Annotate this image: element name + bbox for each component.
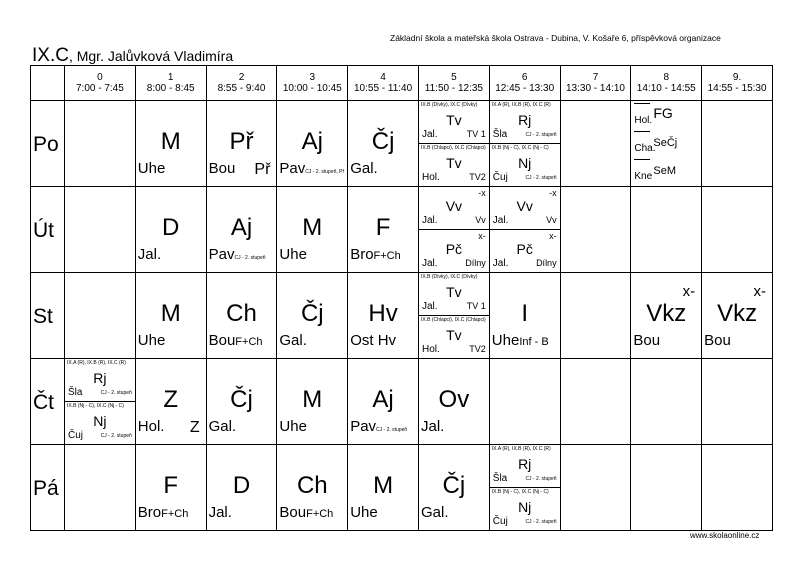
lesson-half [419, 101, 489, 144]
teacher: Bou [704, 332, 731, 349]
x-mark: x- [682, 283, 696, 300]
day-label [31, 445, 65, 531]
period-time: 12:45 - 13:30 [495, 83, 555, 94]
lesson-cell [65, 359, 136, 445]
teacher: Čuj [492, 172, 508, 183]
lesson-cell [348, 101, 419, 187]
teacher: Uhe [279, 246, 307, 263]
period-header [65, 66, 136, 101]
subject: Nj [93, 413, 107, 429]
lesson-cell [560, 273, 631, 359]
period-header [489, 66, 560, 101]
lesson-cell [489, 187, 560, 273]
period-number: 0 [97, 72, 103, 83]
teacher: Šla [68, 387, 83, 398]
teacher: Uhe [350, 504, 378, 521]
subject: Pč [516, 241, 533, 257]
teacher-line [209, 160, 236, 177]
period-number: 5 [451, 72, 457, 83]
period-header [277, 66, 348, 101]
teacher: Kne [634, 171, 653, 182]
lesson-cell [348, 273, 419, 359]
lesson-half [65, 359, 135, 402]
teacher: Uhe [279, 418, 307, 435]
teacher-line [633, 332, 660, 349]
teacher: Gal. [208, 418, 237, 435]
subject: SeM [653, 165, 676, 177]
group-label: IX.A (R), IX.B (R), IX.C (R) [67, 360, 126, 366]
lesson-cell [489, 273, 560, 359]
lesson-cell [560, 187, 631, 273]
lesson-cell [631, 445, 702, 531]
teacher-line [138, 504, 189, 521]
lesson-cell [206, 445, 277, 531]
room-mark: Z [189, 419, 200, 436]
group-label: IX.A (R), IX.B (R), IX.C (R) [491, 446, 551, 452]
teacher: Bou [633, 332, 661, 349]
subject: Tv [446, 327, 462, 343]
subject: Vv [445, 198, 463, 214]
divider [634, 131, 650, 132]
period-header [348, 66, 419, 101]
teacher: Gal. [420, 504, 449, 521]
lesson-cell [277, 359, 348, 445]
lesson-cell [135, 359, 206, 445]
class-name: IX.C [32, 45, 69, 66]
teacher: Cha. [634, 143, 656, 154]
lesson-cell [135, 445, 206, 531]
teacher: Jal. [137, 246, 162, 263]
lesson-cell [489, 445, 560, 531]
period-number: 2 [238, 72, 245, 83]
lesson-cell [560, 101, 631, 187]
teacher: Pav [208, 246, 235, 263]
footer-link[interactable]: www.skolaonline.cz [690, 531, 760, 540]
teacher: Jal. [421, 301, 438, 312]
subject: Čj [230, 386, 253, 413]
period-number: 6 [521, 72, 528, 83]
header-corner [31, 66, 65, 101]
room: TV2 [469, 344, 486, 354]
subject: Z [163, 386, 179, 413]
room: CJ - 2. stupeň [100, 433, 132, 439]
room: F+Ch [306, 508, 334, 520]
subject: D [232, 472, 251, 499]
lesson-cell [65, 445, 136, 531]
period-header [631, 66, 702, 101]
period-number: 3 [309, 72, 316, 83]
school-name: Základní škola a mateřská škola Ostrava - Dubina, V. Košaře 6, příspěvková organizace [390, 33, 721, 43]
subject: Pč [445, 241, 463, 257]
lesson-half [419, 316, 489, 358]
teacher: Bou [279, 504, 307, 521]
teacher: Uhe [137, 332, 166, 349]
subject: Hv [368, 300, 398, 327]
note: CJ - 2. stupeň [376, 427, 408, 433]
divider [634, 103, 650, 104]
teacher-line [138, 246, 161, 263]
subject: Rj [518, 112, 532, 128]
lesson-cell [560, 359, 631, 445]
teacher-line [421, 504, 449, 521]
lesson-cell [348, 359, 419, 445]
lesson-half [490, 488, 560, 530]
group-label: IX.B (Dívky), IX.C (Dívky) [420, 274, 478, 280]
period-time: 14:10 - 14:55 [636, 83, 696, 94]
subject: M [373, 472, 394, 499]
subject: F [375, 214, 391, 241]
teacher-line [350, 332, 396, 349]
teacher: Hol. [421, 172, 440, 183]
period-header [206, 66, 277, 101]
subject: Nj [518, 155, 532, 171]
lesson-cell [418, 273, 489, 359]
teacher: Hol. [137, 418, 165, 435]
lesson-cell [560, 445, 631, 531]
lesson-cell [489, 359, 560, 445]
subject: Ch [296, 472, 328, 499]
period-time: 8:55 - 9:40 [217, 83, 266, 94]
teacher: Jal. [208, 504, 232, 521]
teacher-line [209, 418, 237, 435]
divider [634, 159, 650, 160]
teacher: Hol. [634, 115, 653, 126]
period-time: 10:55 - 11:40 [353, 83, 413, 94]
day-name: Čt [33, 391, 54, 414]
period-number: 4 [380, 72, 386, 83]
teacher: Jal. [421, 129, 438, 140]
lesson-cell [702, 273, 773, 359]
subject: Ov [438, 386, 470, 413]
lesson-third [631, 157, 701, 185]
subject: M [160, 300, 181, 327]
room: Dílny [536, 258, 557, 268]
period-time: 8:00 - 8:45 [146, 83, 195, 94]
subject: Aj [230, 214, 253, 241]
lesson-cell [135, 187, 206, 273]
day-label [31, 359, 65, 445]
teacher: Pav [279, 160, 306, 177]
lesson-cell [418, 445, 489, 531]
teacher: Jal. [421, 215, 438, 226]
day-label [31, 273, 65, 359]
lesson-half [419, 187, 489, 230]
lesson-half [490, 230, 560, 272]
room: CJ - 2. stupeň [100, 390, 132, 396]
teacher: Bro [137, 504, 162, 521]
teacher: Uhe [137, 160, 166, 177]
lesson-half [419, 230, 489, 272]
lesson-cell [348, 187, 419, 273]
lesson-half [419, 273, 489, 316]
subject: SeČj [653, 137, 678, 149]
lesson-half [490, 101, 560, 144]
x-mark: x- [549, 231, 557, 241]
teacher: Čuj [492, 516, 508, 527]
group-label: IX.B (Nj - C), IX.C (Nj - C) [491, 145, 549, 151]
teacher-line [704, 332, 731, 349]
teacher: Pav [350, 418, 377, 435]
room: F+Ch [235, 336, 263, 348]
timetable [30, 65, 773, 531]
teacher-line [492, 332, 549, 349]
teacher-line [350, 504, 378, 521]
teacher-line [279, 160, 344, 177]
lesson-cell [206, 101, 277, 187]
group-label: IX.B (Nj - C), IX.C (Nj - C) [491, 489, 549, 495]
period-time: 10:00 - 10:45 [282, 83, 342, 94]
subject: Aj [301, 128, 323, 155]
period-number: 9. [732, 72, 742, 83]
lesson-cell [702, 187, 773, 273]
lesson-half [490, 144, 560, 186]
teacher: Uhe [491, 332, 520, 349]
page-title [32, 45, 233, 67]
lesson-cell [418, 101, 489, 187]
lesson-cell [702, 445, 773, 531]
lesson-half [419, 144, 489, 186]
subject: M [302, 386, 323, 413]
lesson-cell [418, 359, 489, 445]
x-mark: -x [478, 188, 486, 198]
note: CJ - 2. stupeň, Př [305, 169, 345, 175]
room: TV2 [469, 172, 486, 182]
lesson-cell [277, 273, 348, 359]
subject: I [521, 300, 529, 327]
lesson-half [490, 187, 560, 230]
subject: Čj [442, 472, 466, 499]
room: Dílny [465, 258, 486, 268]
lesson-cell [135, 101, 206, 187]
subject: Tv [446, 112, 462, 128]
lesson-cell [135, 273, 206, 359]
teacher: Ost Hv [350, 332, 397, 349]
lesson-cell [65, 187, 136, 273]
teacher-line [279, 332, 307, 349]
subject: Rj [93, 370, 107, 386]
room: Vv [546, 215, 557, 225]
period-header [418, 66, 489, 101]
lesson-cell [702, 359, 773, 445]
group-label: IX.B (Chlapci), IX.C (Chlapci) [420, 145, 486, 151]
group-label: IX.B (Chlapci), IX.C (Chlapci) [420, 317, 486, 323]
teacher-line [350, 246, 401, 263]
teacher: Gal. [350, 160, 378, 177]
teacher-line [138, 160, 166, 177]
room: F+Ch [373, 250, 401, 262]
period-time: 13:30 - 14:10 [566, 83, 625, 94]
room: CJ - 2. stupeň [525, 476, 557, 482]
teacher: Bro [350, 246, 374, 263]
teacher-line [279, 246, 307, 263]
teacher-line [350, 160, 378, 177]
subject: Ch [226, 300, 257, 327]
teacher-line [138, 418, 165, 435]
lesson-cell [348, 445, 419, 531]
teacher-line [138, 332, 166, 349]
teacher-line [279, 418, 307, 435]
room: Inf - B [519, 336, 549, 348]
x-mark: x- [478, 231, 486, 241]
teacher: Bou [208, 160, 236, 177]
period-number: 7 [592, 72, 599, 83]
period-header [560, 66, 631, 101]
subject: Př [229, 128, 254, 155]
lesson-cell [277, 187, 348, 273]
room: TV 1 [466, 129, 486, 139]
lesson-half [490, 445, 560, 488]
lesson-cell [206, 359, 277, 445]
day-name: Pá [33, 477, 59, 500]
room: CJ - 2. stupeň [525, 175, 557, 181]
teacher-line [350, 418, 407, 435]
note: CJ - 2. stupeň [234, 255, 266, 261]
teacher-line [209, 332, 263, 349]
room: TV 1 [466, 301, 486, 311]
x-mark: -x [549, 188, 557, 198]
teacher: Šla [492, 129, 508, 140]
teacher-line [421, 418, 444, 435]
teacher-line [279, 504, 333, 521]
period-header [702, 66, 773, 101]
x-mark: x- [753, 283, 766, 300]
group-label: IX.B (Dívky), IX.C (Dívky) [420, 102, 478, 108]
lesson-cell [631, 273, 702, 359]
teacher: Jal. [492, 258, 509, 269]
teacher: Bou [208, 332, 236, 349]
period-header [135, 66, 206, 101]
period-time: 11:50 - 12:35 [424, 83, 483, 94]
room-mark: Př [254, 161, 271, 178]
lesson-cell [702, 101, 773, 187]
lesson-cell [489, 101, 560, 187]
lesson-cell [631, 359, 702, 445]
lesson-cell [631, 187, 702, 273]
teacher: Šla [492, 473, 508, 484]
teacher: Jal. [492, 215, 509, 226]
subject: Vv [516, 198, 533, 214]
period-time: 14:55 - 15:30 [707, 83, 767, 94]
period-time: 7:00 - 7:45 [75, 83, 124, 94]
teacher-line [209, 246, 266, 263]
group-label: IX.B (Nj - C), IX.C (Nj - C) [67, 403, 124, 409]
teacher: Jal. [421, 258, 438, 269]
day-name: Út [33, 219, 54, 242]
lesson-cell [277, 101, 348, 187]
teacher: Čuj [68, 430, 84, 441]
subject: Nj [518, 499, 532, 515]
day-name: St [33, 305, 53, 328]
room: CJ - 2. stupeň [525, 132, 557, 138]
subject: Rj [518, 456, 532, 472]
period-number: 1 [167, 72, 174, 83]
room: CJ - 2. stupeň [525, 519, 557, 525]
lesson-cell [65, 273, 136, 359]
lesson-cell [418, 187, 489, 273]
subject: Tv [446, 155, 462, 171]
subject: D [162, 214, 180, 241]
room: F+Ch [161, 508, 189, 520]
period-number: 8 [663, 72, 670, 83]
day-label [31, 187, 65, 273]
subject: Vkz [717, 300, 758, 327]
group-label: IX.A (R), IX.B (R), IX.C (R) [491, 102, 551, 108]
subject: Tv [446, 284, 462, 300]
teacher: Jal. [420, 418, 445, 435]
subject: Čj [371, 128, 395, 155]
lesson-cell [277, 445, 348, 531]
subject: Aj [372, 386, 394, 413]
teacher: Gal. [279, 332, 307, 349]
lesson-cell [206, 273, 277, 359]
lesson-third [631, 129, 701, 157]
lesson-cell [631, 101, 702, 187]
subject: FG [653, 105, 673, 121]
subject: Čj [300, 300, 324, 327]
lesson-cell [65, 101, 136, 187]
teacher-line [209, 504, 232, 521]
lesson-half [65, 402, 135, 444]
subject: F [163, 472, 179, 499]
lesson-third [631, 101, 701, 129]
teacher: Hol. [421, 344, 440, 355]
day-label [31, 101, 65, 187]
lesson-cell [206, 187, 277, 273]
subject: M [302, 214, 323, 241]
room: Vv [475, 215, 486, 225]
class-teacher: , Mgr. Jalůvková Vladimíra [68, 48, 234, 64]
subject: Vkz [646, 300, 687, 327]
subject: M [160, 128, 181, 155]
day-name: Po [33, 133, 59, 156]
